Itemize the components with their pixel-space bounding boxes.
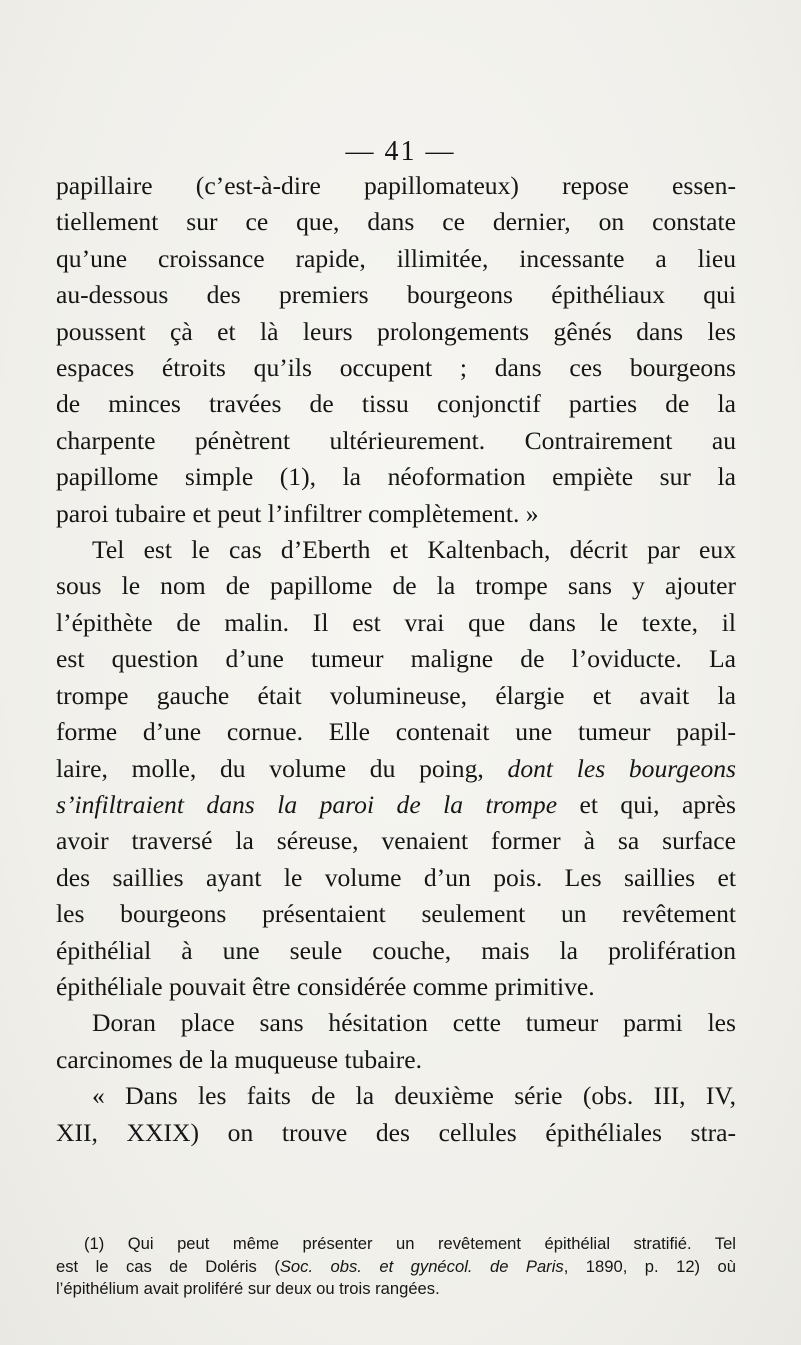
body-text — [56, 168, 736, 1151]
text-line: épithéliale pouvait être considérée comme primitive. — [56, 971, 595, 1001]
text-line: papillaire (c’est-à-dire papillomateux) repose essen- — [56, 171, 736, 200]
text-line: charpente pénètrent ultérieurement. Contrairement au — [56, 425, 736, 455]
text-line: carcinomes de la muqueuse tubaire. — [56, 1044, 422, 1074]
footnote-line — [56, 1256, 736, 1279]
footnote-line: l’épithélium avait proliféré sur deux ou trois rangées. — [56, 1279, 440, 1299]
text-line: épithélial à une seule couche, mais la prolifération — [56, 935, 736, 965]
text-line: les bourgeons présentaient seulement un revêtement — [56, 899, 736, 929]
text-line: espaces étroits qu’ils occupent ; dans ces bourgeons — [56, 353, 736, 383]
text-segment: est le cas de Doléris ( — [56, 1256, 280, 1276]
text-line: des saillies ayant le volume d’un pois. Les saillies et — [56, 862, 736, 892]
italic-text: Soc. obs. et gynécol. de Paris — [279, 1256, 564, 1276]
text-line: au-dessous des premiers bourgeons épithéliaux qui — [56, 280, 736, 310]
text-line: avoir traversé la séreuse, venaient former à sa surface — [56, 826, 736, 856]
text-line: forme d’une cornue. Elle contenait une tumeur papil- — [56, 717, 736, 747]
text-line — [56, 751, 736, 787]
text-segment: et qui, après — [557, 789, 736, 819]
footnote — [56, 1233, 736, 1301]
text-line: papillome simple (1), la néoformation empiète sur la — [56, 462, 736, 492]
text-line: poussent çà et là leurs prolongements gênés dans les — [56, 316, 736, 346]
text-line: sous le nom de papillome de la trompe sans y ajouter — [56, 571, 736, 601]
text-line: est question d’une tumeur maligne de l’oviducte. La — [56, 644, 736, 674]
text-line: trompe gauche était volumineuse, élargie et avait la — [56, 680, 736, 710]
text-line: XII, XXIX) on trouve des cellules épithéliales stra- — [56, 1117, 736, 1147]
text-line: de minces travées de tissu conjonctif parties de la — [56, 389, 736, 419]
text-line: « Dans les faits de la deuxième série (obs. III, IV, — [92, 1081, 736, 1111]
italic-text: dont les bourgeons — [507, 753, 736, 783]
text-line: paroi tubaire et peut l’infiltrer complètement. » — [56, 498, 539, 528]
text-line: l’épithète de malin. Il est vrai que dans le texte, il — [56, 607, 736, 637]
text-line: Doran place sans hésitation cette tumeur parmi les — [92, 1008, 736, 1038]
italic-text: s’infiltraient dans la paroi de la trompe — [56, 789, 558, 819]
text-segment: laire, molle, du volume du poing, — [56, 753, 508, 783]
text-line: Tel est le cas d’Eberth et Kaltenbach, décrit par eux — [92, 535, 736, 565]
page-number: — 41 — — [345, 136, 456, 167]
text-segment: , 1890, p. 12) où — [563, 1256, 737, 1276]
footnote-line: (1) Qui peut même présenter un revêtement épithélial stratifié. Tel — [84, 1234, 736, 1253]
text-line: qu’une croissance rapide, illimitée, incessante a lieu — [56, 243, 736, 273]
text-line: tiellement sur ce que, dans ce dernier, on constate — [56, 207, 736, 237]
text-line — [56, 787, 736, 823]
